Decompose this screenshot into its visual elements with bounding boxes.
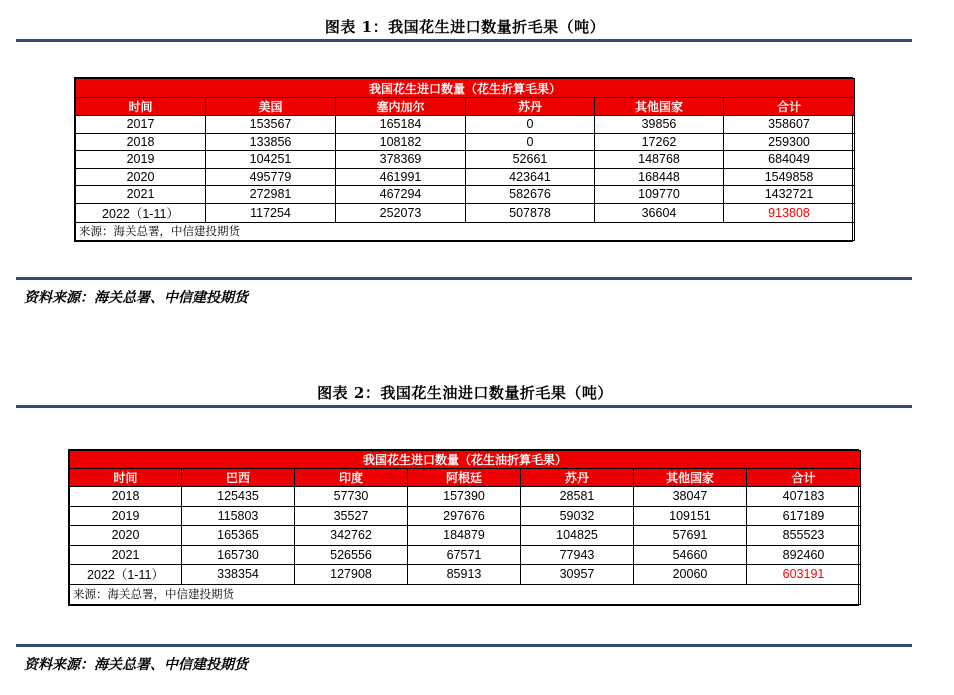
row-period: 2021 xyxy=(76,186,206,204)
table-cell: 35527 xyxy=(295,506,408,526)
column-header: 塞内加尔 xyxy=(336,98,466,116)
table-row xyxy=(70,506,861,526)
table-cell: 461991 xyxy=(336,168,466,186)
figure-2-title: 图表 2：我国花生油进口数量折毛果（吨） xyxy=(317,384,613,402)
table-cell: 526556 xyxy=(295,545,408,565)
table-cell: 20060 xyxy=(634,565,747,585)
column-header: 时间 xyxy=(76,98,206,116)
table-cell: 38047 xyxy=(634,487,747,507)
table-cell: 342762 xyxy=(295,526,408,546)
table-cell: 168448 xyxy=(595,168,724,186)
column-header: 阿根廷 xyxy=(408,469,521,487)
row-period: 2022（1-11） xyxy=(76,203,206,222)
row-period: 2020 xyxy=(70,526,182,546)
table-cell: 125435 xyxy=(182,487,295,507)
table-row xyxy=(76,133,855,151)
table-cell: 59032 xyxy=(521,506,634,526)
figure-2-bottom-rule xyxy=(16,644,912,647)
figure-1-bottom-rule xyxy=(16,277,912,280)
table-row xyxy=(70,545,861,565)
table-cell: 617189 xyxy=(747,506,861,526)
table-cell: 104251 xyxy=(206,151,336,169)
table-cell: 153567 xyxy=(206,116,336,134)
table-cell: 892460 xyxy=(747,545,861,565)
column-header: 巴西 xyxy=(182,469,295,487)
table-cell: 1549858 xyxy=(724,168,855,186)
table-cell: 17262 xyxy=(595,133,724,151)
table-cell: 57691 xyxy=(634,526,747,546)
table-row xyxy=(76,203,855,222)
row-period: 2022（1-11） xyxy=(70,565,182,585)
column-header: 苏丹 xyxy=(521,469,634,487)
table-cell: 165365 xyxy=(182,526,295,546)
table-cell: 127908 xyxy=(295,565,408,585)
row-period: 2018 xyxy=(76,133,206,151)
figure-2-top-rule xyxy=(16,405,912,408)
row-period: 2021 xyxy=(70,545,182,565)
column-header: 苏丹 xyxy=(466,98,595,116)
column-header: 印度 xyxy=(295,469,408,487)
table-cell: 467294 xyxy=(336,186,466,204)
figure-1-top-rule xyxy=(16,39,912,42)
table-cell: 0 xyxy=(466,116,595,134)
table-cell: 39856 xyxy=(595,116,724,134)
table-cell: 297676 xyxy=(408,506,521,526)
table-cell: 603191 xyxy=(747,565,861,585)
table-cell: 108182 xyxy=(336,133,466,151)
row-period: 2020 xyxy=(76,168,206,186)
table-cell: 52661 xyxy=(466,151,595,169)
figure-1-table xyxy=(74,77,853,242)
table-cell: 684049 xyxy=(724,151,855,169)
table-cell: 117254 xyxy=(206,203,336,222)
table-cell: 36604 xyxy=(595,203,724,222)
table-row xyxy=(76,151,855,169)
table-cell: 115803 xyxy=(182,506,295,526)
figure-2-source: 资料来源：海关总署、中信建投期货 xyxy=(24,657,248,673)
table-title: 我国花生进口数量（花生油折算毛果） xyxy=(70,451,861,469)
table-cell: 28581 xyxy=(521,487,634,507)
table-row xyxy=(70,526,861,546)
table-cell: 582676 xyxy=(466,186,595,204)
row-period: 2019 xyxy=(76,151,206,169)
row-period: 2019 xyxy=(70,506,182,526)
figure-1-title: 图表 1：我国花生进口数量折毛果（吨） xyxy=(324,18,606,36)
table-cell: 148768 xyxy=(595,151,724,169)
table-cell: 378369 xyxy=(336,151,466,169)
table-note: 来源：海关总署，中信建投期货 xyxy=(76,222,855,240)
table-cell: 133856 xyxy=(206,133,336,151)
table-cell: 507878 xyxy=(466,203,595,222)
table-cell: 855523 xyxy=(747,526,861,546)
table-row xyxy=(70,565,861,585)
row-period: 2017 xyxy=(76,116,206,134)
table-cell: 423641 xyxy=(466,168,595,186)
table-cell: 165730 xyxy=(182,545,295,565)
table-cell: 252073 xyxy=(336,203,466,222)
row-period: 2018 xyxy=(70,487,182,507)
table-cell: 913808 xyxy=(724,203,855,222)
column-header: 其他国家 xyxy=(634,469,747,487)
column-header: 其他国家 xyxy=(595,98,724,116)
table-note: 来源：海关总署，中信建投期货 xyxy=(70,584,861,604)
table-row xyxy=(76,168,855,186)
table-cell: 0 xyxy=(466,133,595,151)
table-cell: 77943 xyxy=(521,545,634,565)
column-header: 合计 xyxy=(724,98,855,116)
table-cell: 165184 xyxy=(336,116,466,134)
table-cell: 85913 xyxy=(408,565,521,585)
table-cell: 109151 xyxy=(634,506,747,526)
table-title: 我国花生进口数量（花生折算毛果） xyxy=(76,79,855,98)
figure-1-source: 资料来源：海关总署、中信建投期货 xyxy=(24,290,248,306)
table-cell: 495779 xyxy=(206,168,336,186)
table-cell: 184879 xyxy=(408,526,521,546)
table-cell: 407183 xyxy=(747,487,861,507)
table-row xyxy=(70,487,861,507)
table-cell: 1432721 xyxy=(724,186,855,204)
table-cell: 358607 xyxy=(724,116,855,134)
table-cell: 157390 xyxy=(408,487,521,507)
figure-2-table xyxy=(68,449,859,606)
table-cell: 272981 xyxy=(206,186,336,204)
table-cell: 338354 xyxy=(182,565,295,585)
column-header: 时间 xyxy=(70,469,182,487)
table-cell: 109770 xyxy=(595,186,724,204)
column-header: 美国 xyxy=(206,98,336,116)
table-cell: 30957 xyxy=(521,565,634,585)
table-cell: 54660 xyxy=(634,545,747,565)
table-row xyxy=(76,186,855,204)
table-cell: 67571 xyxy=(408,545,521,565)
table-cell: 104825 xyxy=(521,526,634,546)
table-cell: 57730 xyxy=(295,487,408,507)
column-header: 合计 xyxy=(747,469,861,487)
table-cell: 259300 xyxy=(724,133,855,151)
table-row xyxy=(76,116,855,134)
